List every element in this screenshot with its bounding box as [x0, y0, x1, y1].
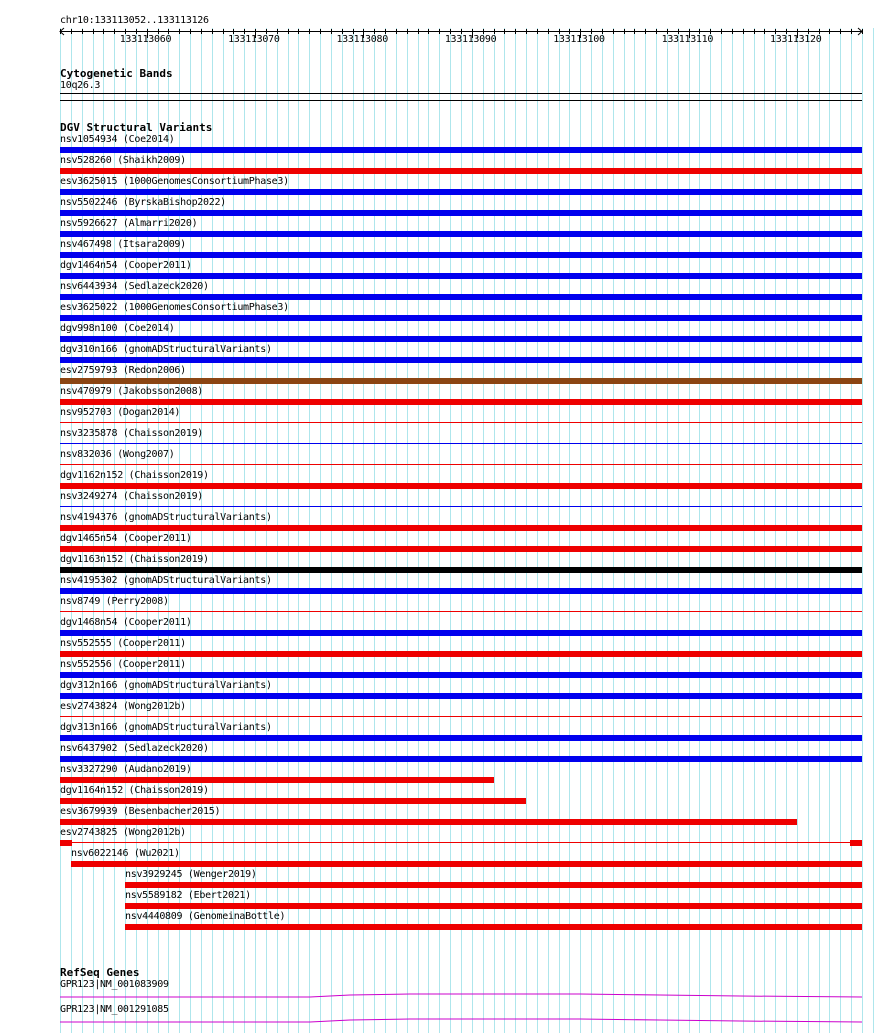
variant-bar[interactable] — [60, 525, 862, 531]
refseq-track-title: RefSeq Genes — [60, 966, 140, 979]
variant-label[interactable]: esv2743825 (Wong2012b) — [60, 827, 186, 838]
variant-label[interactable]: dgv1163n152 (Chaisson2019) — [60, 554, 209, 565]
variant-label[interactable]: esv2743824 (Wong2012b) — [60, 701, 186, 712]
variant-bar[interactable] — [60, 210, 862, 216]
variant-label[interactable]: esv2759793 (Redon2006) — [60, 365, 186, 376]
variant-label[interactable]: esv3625015 (1000GenomesConsortiumPhase3) — [60, 176, 289, 187]
variant-bar[interactable] — [125, 903, 862, 909]
variant-label[interactable]: nsv4194376 (gnomADStructuralVariants) — [60, 512, 272, 523]
variant-label[interactable]: dgv1164n152 (Chaisson2019) — [60, 785, 209, 796]
variant-bar[interactable] — [60, 588, 862, 594]
variant-bar[interactable] — [60, 819, 797, 825]
variant-label[interactable]: nsv552556 (Cooper2011) — [60, 659, 186, 670]
variant-bar[interactable] — [60, 506, 862, 507]
variant-bar[interactable] — [60, 716, 862, 717]
variant-bar[interactable] — [60, 672, 862, 678]
variant-label[interactable]: nsv3235878 (Chaisson2019) — [60, 428, 204, 439]
variant-label[interactable]: dgv312n166 (gnomADStructuralVariants) — [60, 680, 272, 691]
variant-label[interactable]: nsv3249274 (Chaisson2019) — [60, 491, 204, 502]
variant-label[interactable]: nsv6022146 (Wu2021) — [71, 848, 180, 859]
variant-bar[interactable] — [60, 399, 862, 405]
variant-label[interactable]: nsv6443934 (Sedlazeck2020) — [60, 281, 209, 292]
variant-bar[interactable] — [60, 378, 862, 384]
variant-bar-left-end[interactable] — [60, 840, 72, 846]
cytoband-label: 10q26.3 — [60, 80, 101, 91]
ruler-tick-label: 133113120 — [769, 34, 822, 45]
variant-bar[interactable] — [60, 443, 862, 444]
variant-label[interactable]: nsv8749 (Perry2008) — [60, 596, 169, 607]
variant-label[interactable]: nsv5502246 (ByrskaBishop2022) — [60, 197, 226, 208]
variant-label[interactable]: dgv1464n54 (Cooper2011) — [60, 260, 192, 271]
variant-label[interactable]: nsv528260 (Shaikh2009) — [60, 155, 186, 166]
dgv-track-title: DGV Structural Variants — [60, 121, 213, 134]
variant-bar[interactable] — [60, 777, 494, 783]
variant-label[interactable]: nsv5926627 (Almarri2020) — [60, 218, 198, 229]
variant-label[interactable]: dgv1162n152 (Chaisson2019) — [60, 470, 209, 481]
ruler-tick-label: 133113110 — [661, 34, 714, 45]
variant-bar[interactable] — [60, 252, 862, 258]
gene-label[interactable]: GPR123|NM_001291085 — [60, 1004, 169, 1015]
variant-label[interactable]: dgv310n166 (gnomADStructuralVariants) — [60, 344, 272, 355]
variant-bar[interactable] — [60, 422, 862, 423]
variant-bar[interactable] — [60, 798, 526, 804]
variant-bar[interactable] — [60, 273, 862, 279]
variant-label[interactable]: nsv952703 (Dogan2014) — [60, 407, 181, 418]
variant-bar[interactable] — [60, 693, 862, 699]
variant-label[interactable]: nsv4440809 (GenomeinaBottle) — [125, 911, 286, 922]
variant-bar[interactable] — [60, 357, 862, 363]
variant-bar[interactable] — [60, 168, 862, 174]
variant-label[interactable]: esv3679939 (Besenbacher2015) — [60, 806, 221, 817]
variant-bar[interactable] — [60, 546, 862, 552]
variant-bar[interactable] — [60, 189, 862, 195]
locus-label: chr10:133113052..133113126 — [60, 15, 209, 26]
ruler-tick-label: 133113080 — [336, 34, 388, 45]
ruler-tick-label: 133113090 — [444, 34, 497, 45]
variant-label[interactable]: nsv3929245 (Wenger2019) — [125, 869, 257, 880]
variant-bar[interactable] — [125, 924, 862, 930]
ruler-tick-label: 133113070 — [228, 34, 280, 45]
variant-label[interactable]: dgv313n166 (gnomADStructuralVariants) — [60, 722, 272, 733]
variant-label[interactable]: nsv832036 (Wong2007) — [60, 449, 175, 460]
variant-label[interactable]: nsv3327290 (Audano2019) — [60, 764, 192, 775]
variant-bar[interactable] — [60, 315, 862, 321]
variant-label[interactable]: nsv552555 (Cooper2011) — [60, 638, 186, 649]
variant-label[interactable]: dgv998n100 (Coe2014) — [60, 323, 175, 334]
variant-label[interactable]: dgv1468n54 (Cooper2011) — [60, 617, 192, 628]
variant-bar[interactable] — [60, 651, 862, 657]
variant-bar[interactable] — [60, 294, 862, 300]
variant-bar[interactable] — [71, 861, 862, 867]
variant-label[interactable]: nsv1054934 (Coe2014) — [60, 134, 175, 145]
variant-bar-gap-line[interactable] — [60, 842, 862, 843]
variant-bar[interactable] — [60, 756, 862, 762]
variant-label[interactable]: nsv5589182 (Ebert2021) — [125, 890, 251, 901]
variant-label[interactable]: nsv467498 (Itsara2009) — [60, 239, 186, 250]
variant-bar[interactable] — [60, 336, 862, 342]
ruler-tick-label: 133113060 — [119, 34, 172, 45]
variant-bar[interactable] — [60, 611, 862, 612]
variant-bar[interactable] — [60, 147, 862, 153]
gene-label[interactable]: GPR123|NM_001083909 — [60, 979, 169, 990]
variant-label[interactable]: nsv470979 (Jakobsson2008) — [60, 386, 204, 397]
variant-bar[interactable] — [60, 464, 862, 465]
variant-bar[interactable] — [60, 231, 862, 237]
ruler-tick-label: 133113100 — [553, 34, 605, 45]
variant-bar[interactable] — [60, 567, 862, 573]
variant-bar[interactable] — [60, 483, 862, 489]
cytoband-track-title: Cytogenetic Bands — [60, 67, 173, 80]
variant-label[interactable]: nsv4195302 (gnomADStructuralVariants) — [60, 575, 272, 586]
variant-label[interactable]: dgv1465n54 (Cooper2011) — [60, 533, 192, 544]
variant-bar[interactable] — [125, 882, 862, 888]
variant-label[interactable]: nsv6437902 (Sedlazeck2020) — [60, 743, 209, 754]
variant-bar[interactable] — [60, 630, 862, 636]
variant-bar[interactable] — [60, 735, 862, 741]
variant-label[interactable]: esv3625022 (1000GenomesConsortiumPhase3) — [60, 302, 289, 313]
variant-bar-right-end[interactable] — [850, 840, 862, 846]
